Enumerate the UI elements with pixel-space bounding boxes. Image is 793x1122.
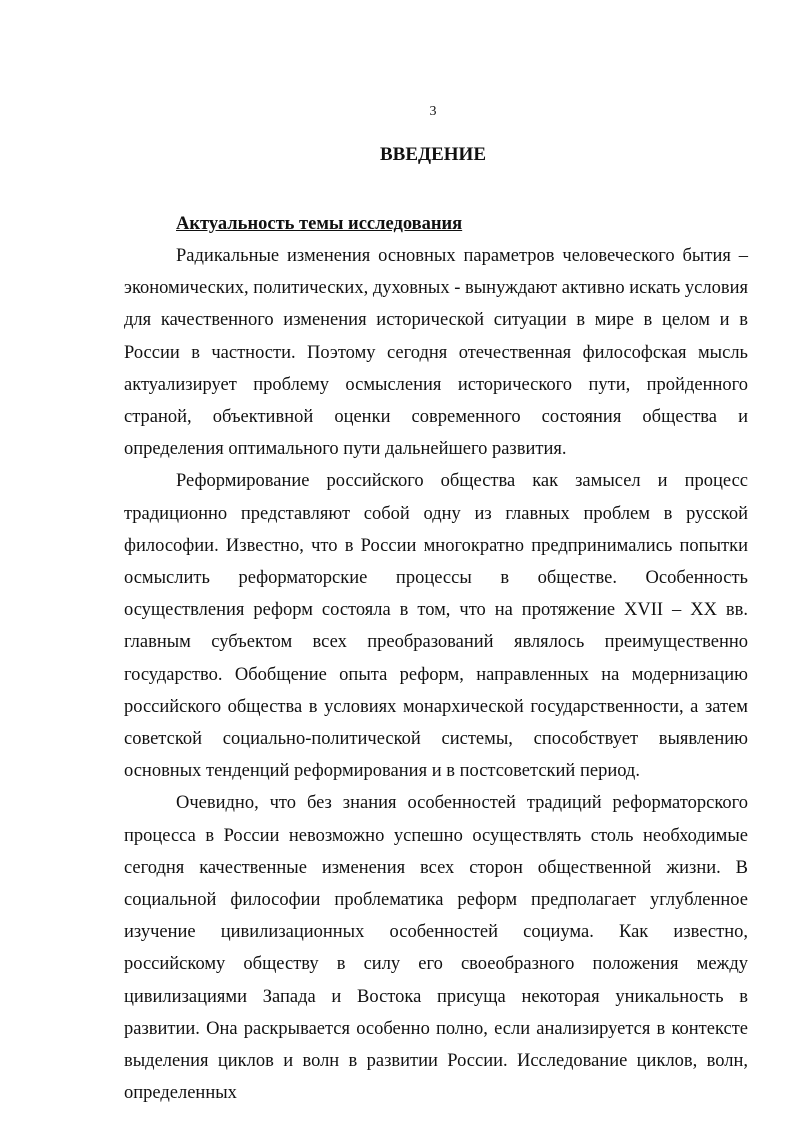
paragraph: Очевидно, что без знания особенностей традиций реформаторского процесса в России невозможно успешно осуществлять столь необходимые сегодня качественные изменения всех сторон общественной жизни. В социальной философии проблематика реформ предполагает углубленное изучение цивилизационных особенностей социума. Как известно, российскому обществу в силу его своеобразного положения между цивилизациями Запада и Востока присуща некоторая уникальность в развитии. Она раскрывается особенно полно, если анализируется в контексте выделения циклов и волн в развитии России. Исследование циклов, волн, определенных [124, 793, 748, 1104]
paragraph: Реформирование российского общества как замысел и процесс традиционно представляют собой одну из главных проблем в русской философии. Известно, что в России многократно предпринимались попытки осмыслить реформаторские процессы в обществе. Особенность осуществления реформ состояла в том, что на протяжение XVII – XX вв. главным субъектом всех преобразований являлось преимущественно государство. Обобщение опыта реформ, направленных на модернизацию российского общества в условиях монархической государственности, а затем советской социально-политической системы, способствует выявлению основных тенденций реформирования и в постсоветский период. [124, 471, 748, 782]
section-heading: Актуальность темы исследования [176, 214, 463, 234]
paragraph: Радикальные изменения основных параметров человеческого бытия – экономических, политических, духовных - вынуждают активно искать условия для качественного изменения исторической ситуации в мире в целом и в России в частности. Поэтому сегодня отечественная философская мысль актуализирует проблему осмысления исторического пути, пройденного страной, объективной оценки современного состояния общества и определения оптимального пути дальнейшего развития. [124, 246, 749, 460]
page-title: ВВЕДЕНИЕ [380, 144, 486, 165]
page-number: 3 [429, 104, 437, 119]
document-body [124, 208, 748, 1109]
